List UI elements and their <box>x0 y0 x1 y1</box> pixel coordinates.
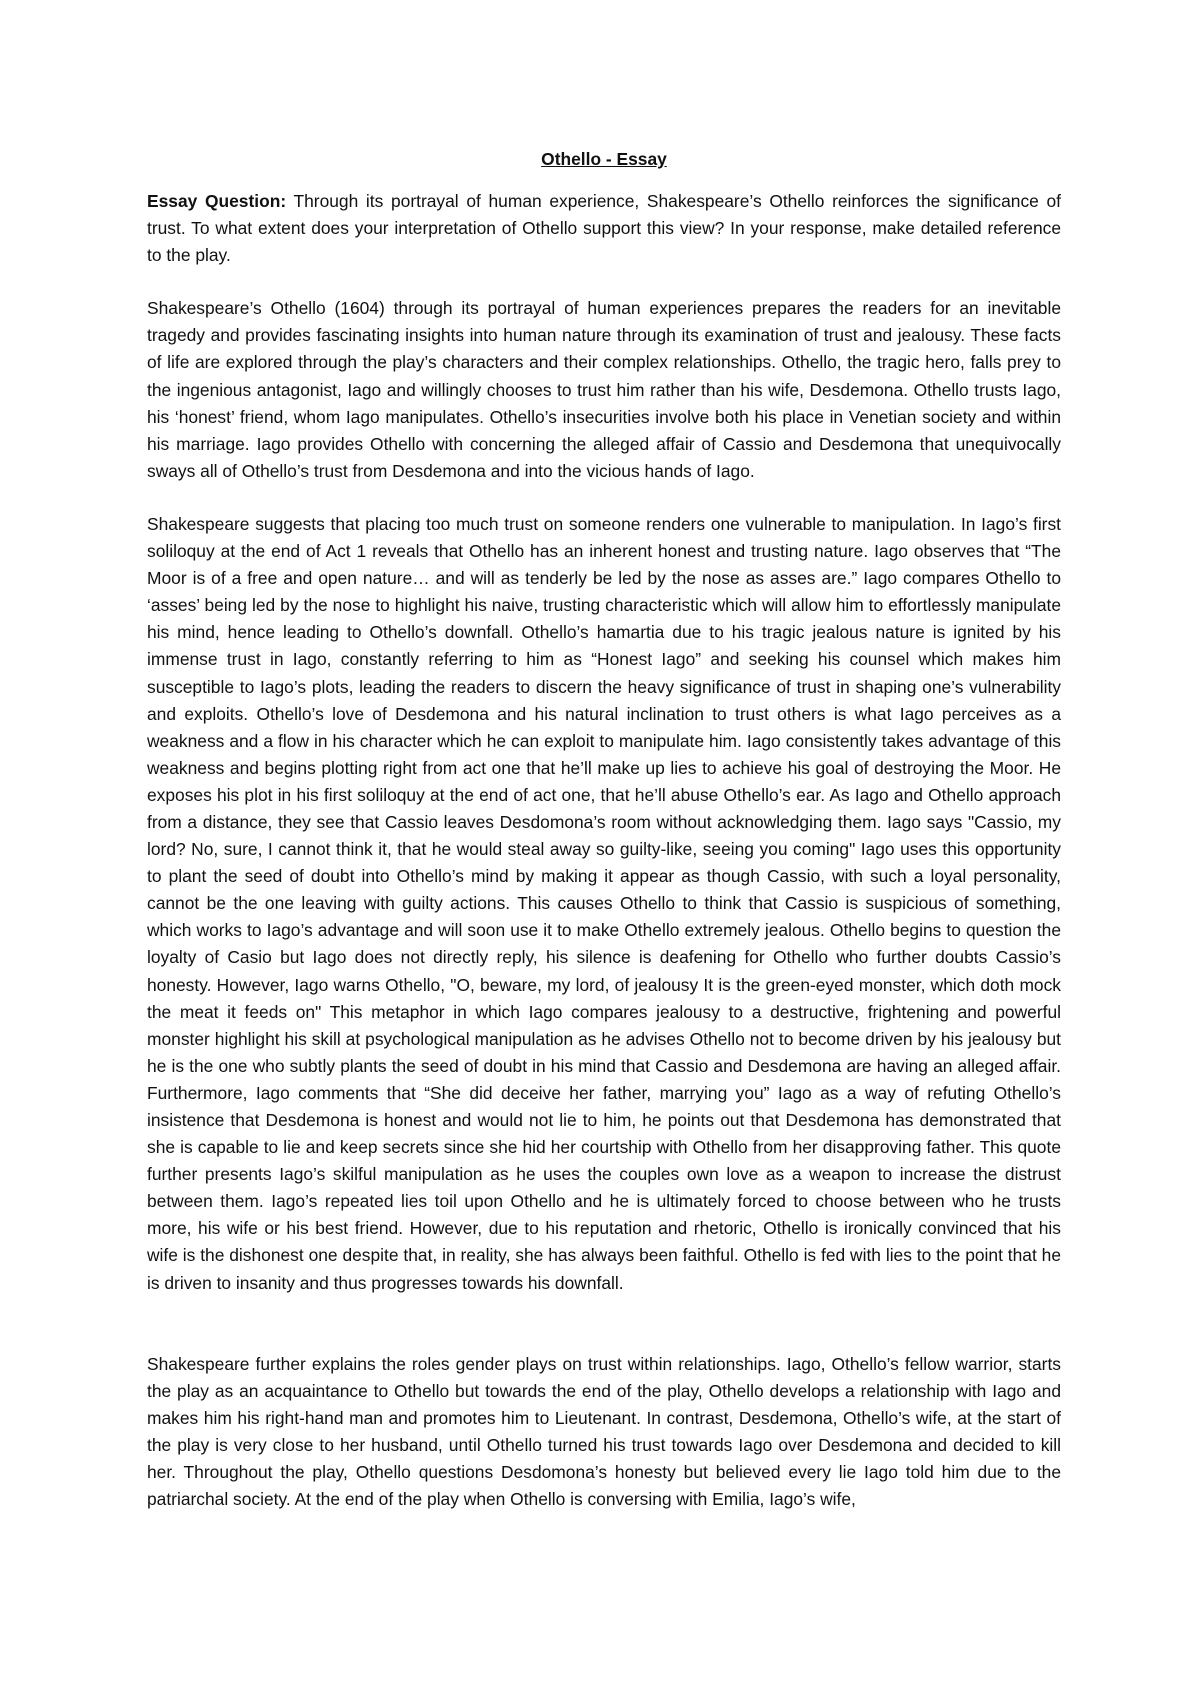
essay-page <box>147 146 1061 1539</box>
paragraph-gender: Shakespeare further explains the roles gender plays on trust within relationships. Iago, Othello’s fellow warrior, starts the play as an acquaintance to Othello but towards the end of the play, Othello develops a relationship with Iago and makes him his right-hand man and promotes him to Lieutenant. In contrast, Desdemona, Othello’s wife, at the start of the play is very close to her husband, until Othello turned his trust towards Iago over Desdemona and decided to kill her. Throughout the play, Othello questions Desdomona’s honesty but believed every lie Iago told him due to the patriarchal society. At the end of the play when Othello is conversing with Emilia, Iago’s wife, <box>147 1353 1061 1510</box>
document-title: Othello - Essay <box>541 149 667 169</box>
essay-question-text: Through its portrayal of human experience, Shakespeare’s Othello reinforces the significance of trust. To what extent does your interpretation of Othello support this view? In your response, make detailed reference to the play. <box>147 191 1062 266</box>
essay-question <box>147 188 1061 269</box>
paragraph-introduction: Shakespeare’s Othello (1604) through its portrayal of human experiences prepares the readers for an inevitable tragedy and provides fascinating insights into human nature through its examination of trust and jealousy. These facts of life are explored through the play’s characters and their complex relationships. Othello, the tragic hero, falls prey to the ingenious antagonist, Iago and willingly chooses to trust him rather than his wife, Desdemona. Othello trusts Iago, his ‘honest’ friend, whom Iago manipulates. Othello’s insecurities involve both his place in Venetian society and within his marriage. Iago provides Othello with concerning the alleged affair of Cassio and Desdemona that unequivocally sways all of Othello’s trust from Desdemona and into the vicious hands of Iago. <box>147 298 1061 481</box>
paragraph-manipulation: Shakespeare suggests that placing too much trust on someone renders one vulnerable to manipulation. In Iago’s first soliloquy at the end of Act 1 reveals that Othello has an inherent honest and trusting nature. Iago observes that “The Moor is of a free and open nature… and will as tenderly be led by the nose as asses are.” Iago compares Othello to ‘asses’ being led by the nose to highlight his naive, trusting characteristic which will allow him to effortlessly manipulate his mind, hence leading to Othello’s downfall. Othello’s hamartia due to his tragic jealous nature is ignited by his immense trust in Iago, constantly referring to him as “Honest Iago” and seeking his counsel which makes him susceptible to Iago’s plots, leading the readers to discern the heavy significance of trust in shaping one’s vulnerability and exploits. Othello’s love of Desdemona and his natural inclination to trust others is what Iago perceives as a weakness and a flow in his character which he can exploit to manipulate him. Iago consistently takes advantage of this weakness and begins plotting right from act one that he’ll make up lies to achieve his goal of destroying the Moor. He exposes his plot in his first soliloquy at the end of act one, that he’ll abuse Othello’s ear. As Iago and Othello approach from a distance, they see that Cassio leaves Desdomona’s room without acknowledging them. Iago says "Cassio, my lord? No, sure, I cannot think it, that he would steal away so guilty-like, seeing you coming" Iago uses this opportunity to plant the seed of doubt into Othello’s mind by making it appear as though Cassio, with such a loyal personality, cannot be the one leaving with guilty actions. This causes Othello to think that Cassio is suspicious of something, which works to Iago’s advantage and will soon use it to make Othello extremely jealous. Othello begins to question the loyalty of Casio but Iago does not directly reply, his silence is deafening for Othello who further doubts Cassio’s honesty. However, Iago warns Othello, "O, beware, my lord, of jealousy It is the green-eyed monster, which doth mock the meat it feeds on" This metaphor in which Iago compares jealousy to a destructive, frightening and powerful monster highlight his skill at psychological manipulation as he advises Othello not to become driven by his jealousy but he is the one who subtly plants the seed of doubt in his mind that Cassio and Desdemona are having an alleged affair. Furthermore, Iago comments that “She did deceive her father, marrying you” Iago as a way of refuting Othello’s insistence that Desdemona is honest and would not lie to him, he points out that Desdemona has demonstrated that she is capable to lie and keep secrets since she hid her courtship with Othello from her disapproving father. This quote further presents Iago’s skilful manipulation as he uses the couples own love as a weapon to increase the distrust between them. Iago’s repeated lies toil upon Othello and he is ultimately forced to choose between who he trusts more, his wife or his best friend. However, due to his reputation and rhetoric, Othello is ironically convinced that his wife is the dishonest one despite that, in reality, she has always been faithful. Othello is fed with lies to the point that he is driven to insanity and thus progresses towards his downfall. <box>147 513 1061 1293</box>
essay-question-label: Essay Question: <box>147 191 287 211</box>
